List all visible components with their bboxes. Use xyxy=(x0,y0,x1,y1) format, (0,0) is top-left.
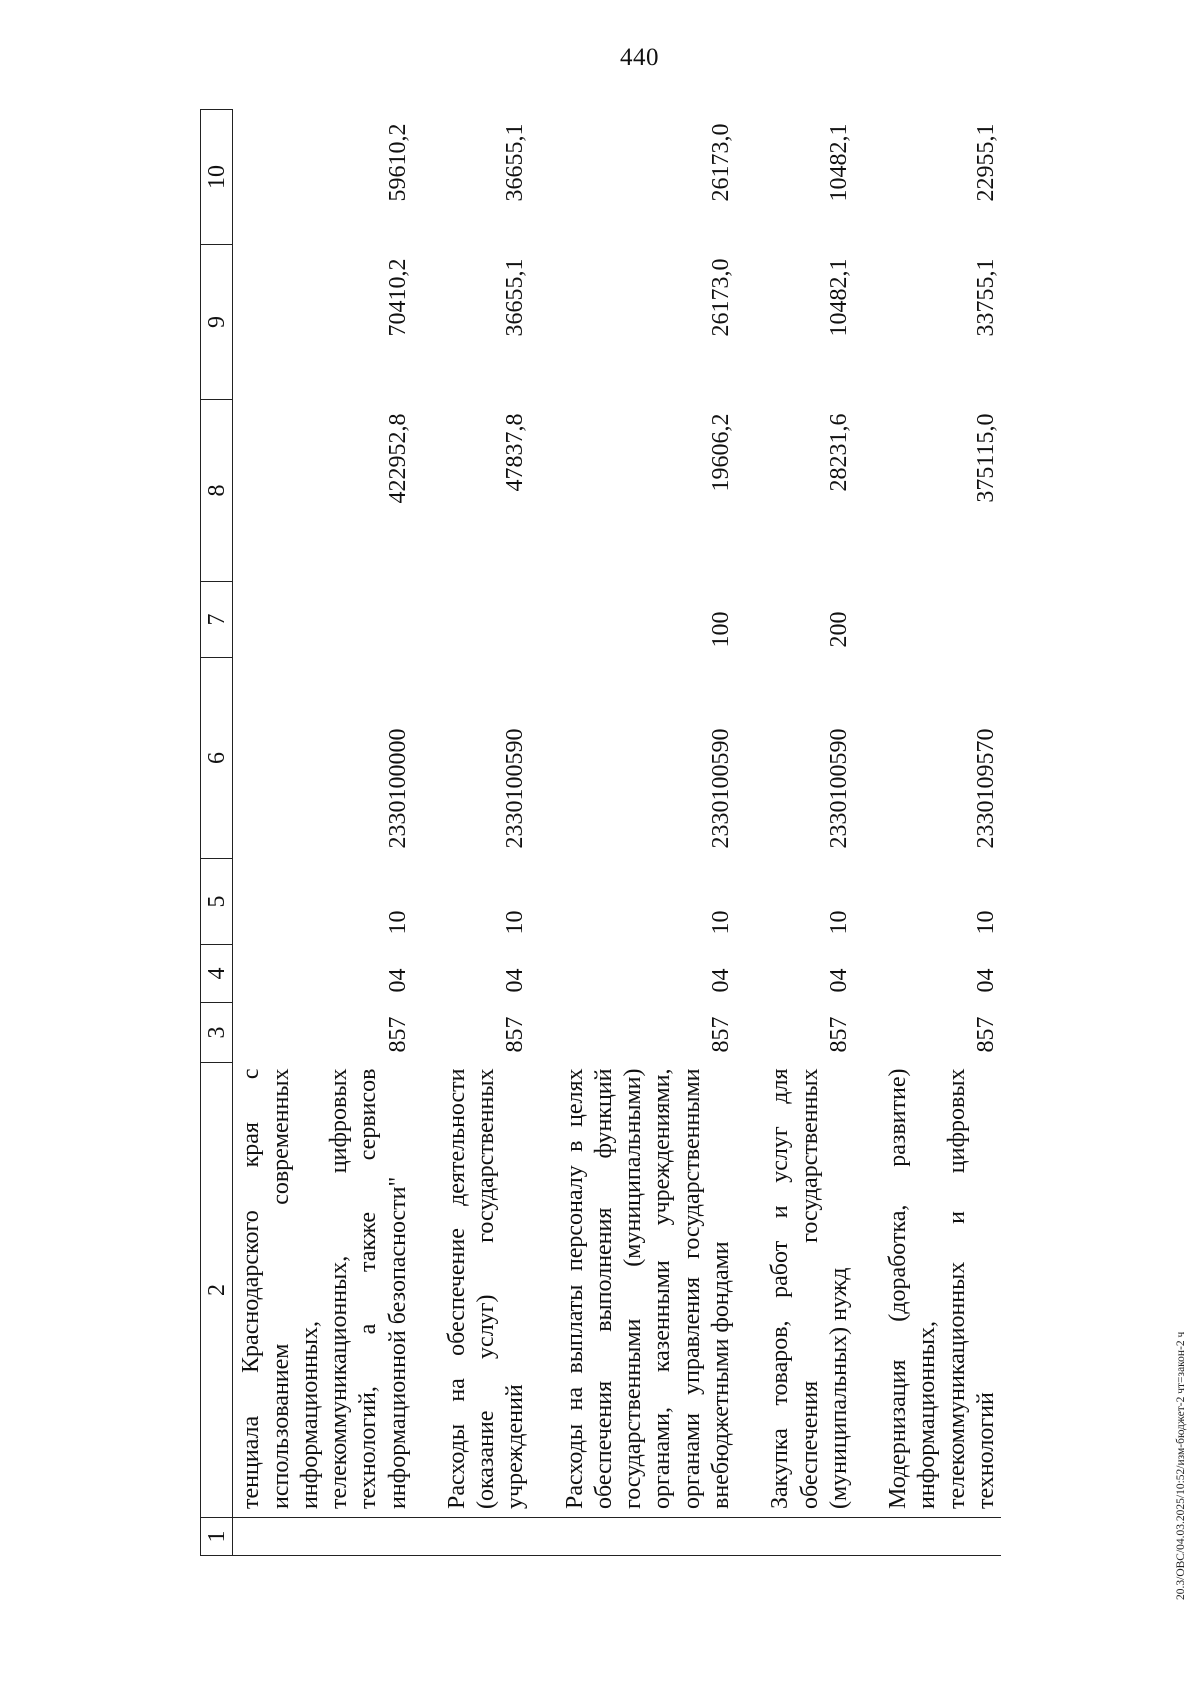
cell-rz: 04 xyxy=(825,968,852,993)
cell-amount-9: 70410,2 xyxy=(384,258,411,337)
cell-amount-10: 59610,2 xyxy=(384,123,411,202)
cell-empty xyxy=(413,1518,443,1556)
rotated-table-container xyxy=(200,110,1145,1556)
cell-vr xyxy=(233,582,413,658)
header-col-4: 4 xyxy=(201,945,233,1003)
header-col-7: 7 xyxy=(201,582,233,658)
cell-name: Закупка товаров, работ и услуг для обеспечения государственных (муниципальных) нужд xyxy=(767,1068,852,1509)
cell-pr: 10 xyxy=(502,910,529,935)
table-row xyxy=(884,110,1001,1556)
cell-amount-9: 33755,1 xyxy=(972,258,999,337)
cell-amount-8: 422952,8 xyxy=(384,413,411,504)
cell-empty xyxy=(531,1518,561,1556)
footer-stamp: 20.3/ОВС/04.03.2025/10:52/изм-бюджет-2 чт=закон-2 ч xyxy=(1175,1331,1187,1600)
header-col-9: 9 xyxy=(201,245,233,400)
header-col-8: 8 xyxy=(201,400,233,582)
cell-pr: 10 xyxy=(707,910,734,935)
budget-table xyxy=(200,109,1001,1556)
row-spacer xyxy=(854,110,884,1556)
cell-pr: 10 xyxy=(972,910,999,935)
cell-amount-9: 36655,1 xyxy=(502,258,529,337)
cell-empty xyxy=(561,1518,737,1556)
cell-amount-10: 22955,1 xyxy=(972,123,999,202)
cell-ved: 857 xyxy=(825,1016,852,1053)
cell-name: Расходы на обеспечение деятельности (оказание услуг) государственных учреждений xyxy=(443,1068,529,1509)
cell-vr xyxy=(443,582,531,658)
cell-amount-9: 26173,0 xyxy=(707,258,734,337)
cell-rz: 04 xyxy=(707,968,734,993)
cell-pr: 10 xyxy=(384,910,411,935)
row-spacer-cell xyxy=(736,110,766,1518)
cell-empty xyxy=(736,1518,766,1556)
cell-ved: 857 xyxy=(707,1016,734,1053)
row-spacer xyxy=(413,110,443,1556)
header-col-6: 6 xyxy=(201,658,233,859)
cell-ved: 857 xyxy=(972,1016,999,1053)
cell-amount-10: 10482,1 xyxy=(825,123,852,202)
cell-csr: 2330100590 xyxy=(502,728,529,849)
cell-rz: 04 xyxy=(384,968,411,993)
cell-vr: 100 xyxy=(707,611,734,648)
cell-amount-8: 19606,2 xyxy=(707,413,734,492)
cell-ved: 857 xyxy=(502,1016,529,1053)
table-row xyxy=(443,110,531,1556)
cell-name: Расходы на выплаты персоналу в целях обеспечения выполнения функций государственными (муниципальными) органами, казенными учреждениями, органами управления государственными внебюджетными фондами xyxy=(561,1068,734,1509)
row-spacer xyxy=(736,110,766,1556)
cell-name: тенциала Краснодарского края с использованием современных информационных, телекоммуникационных, цифровых технологий, а также сервисов информационной безопасности" xyxy=(238,1068,411,1509)
cell-rz: 04 xyxy=(972,968,999,993)
header-col-5: 5 xyxy=(201,859,233,945)
cell-csr: 2330100590 xyxy=(707,728,734,849)
cell-amount-9: 10482,1 xyxy=(825,258,852,337)
cell-csr: 2330100000 xyxy=(384,728,411,849)
cell-name: Модернизация (доработка, развитие) информационных, телекоммуникационных и цифровых технологий xyxy=(885,1068,999,1509)
cell-amount-10: 26173,0 xyxy=(707,123,734,202)
cell-csr: 2330109570 xyxy=(972,728,999,849)
cell-ved: 857 xyxy=(384,1016,411,1053)
table-row xyxy=(766,110,854,1556)
header-col-2: 2 xyxy=(201,1063,233,1518)
cell-amount-8: 28231,6 xyxy=(825,413,852,492)
row-spacer xyxy=(531,110,561,1556)
cell-empty xyxy=(233,1518,413,1556)
row-spacer-cell xyxy=(854,110,884,1518)
header-col-1: 1 xyxy=(201,1518,233,1556)
row-spacer-cell xyxy=(531,110,561,1518)
cell-amount-10: 36655,1 xyxy=(502,123,529,202)
cell-pr: 10 xyxy=(825,910,852,935)
cell-empty xyxy=(443,1518,531,1556)
table-row xyxy=(561,110,737,1556)
cell-amount-8: 375115,0 xyxy=(972,413,999,503)
header-col-10: 10 xyxy=(201,110,233,245)
cell-rz: 04 xyxy=(502,968,529,993)
cell-empty xyxy=(766,1518,854,1556)
cell-vr xyxy=(884,582,1001,658)
cell-empty xyxy=(884,1518,1001,1556)
page-number: 440 xyxy=(620,44,659,71)
table-row xyxy=(233,110,413,1556)
cell-csr: 2330100590 xyxy=(825,728,852,849)
cell-empty xyxy=(854,1518,884,1556)
cell-vr: 200 xyxy=(825,611,852,648)
cell-amount-8: 47837,8 xyxy=(502,413,529,492)
row-spacer-cell xyxy=(413,110,443,1518)
header-col-3: 3 xyxy=(201,1003,233,1063)
table-header-row xyxy=(201,110,233,1556)
